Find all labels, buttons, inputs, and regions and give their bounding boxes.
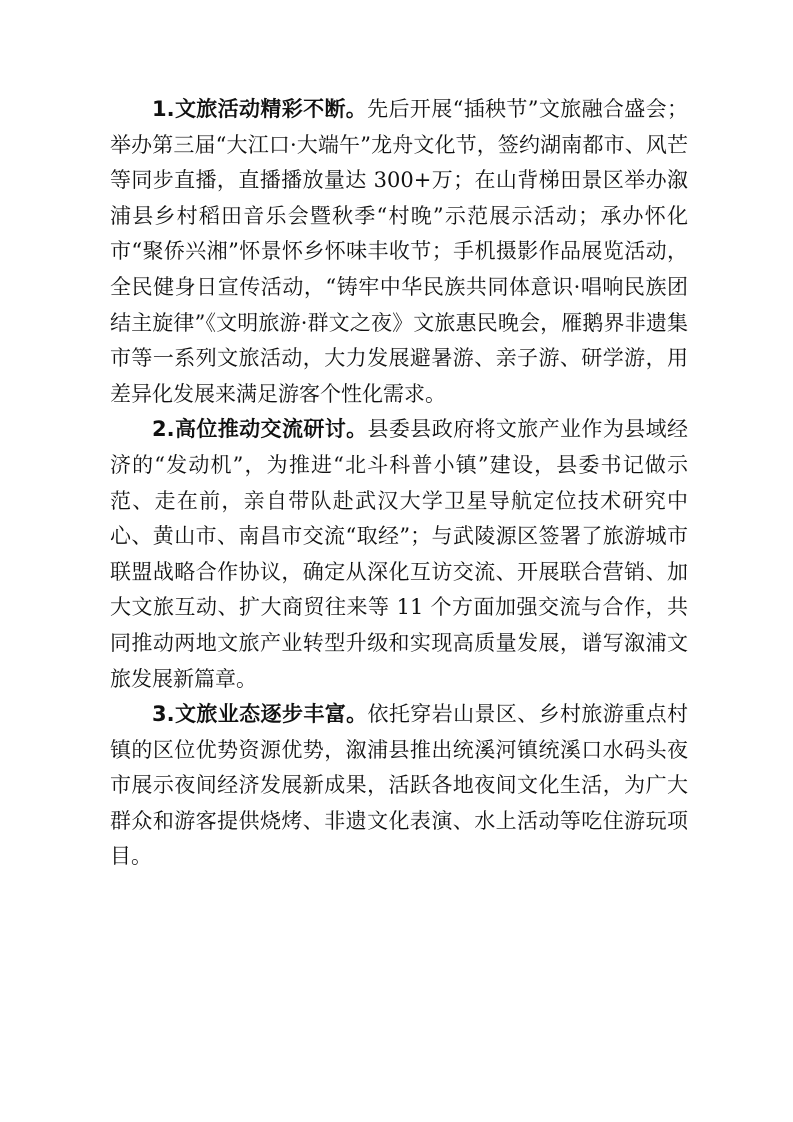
paragraph-culture-tourism-activities: [110, 92, 688, 412]
paragraph-text: 依托穿岩山景区、乡村旅游重点村镇的区位优势资源优势，溆浦县推出统溪河镇统溪口水码头夜市展示夜间经济发展新成果，活跃各地夜间文化生活，为广大群众和游客提供烧烤、非遗文化表演、水上活动等吃住游玩项目。: [110, 702, 689, 869]
paragraph-text: 县委县政府将文旅产业作为县域经济的“发动机”，为推进“北斗科普小镇”建设，县委书记做示范、走在前，亲自带队赴武汉大学卫星导航定位技术研究中心、黄山市、南昌市交流“取经”；与武陵源区签署了旅游城市联盟战略合作协议，确定从深化互访交流、开展联合营销、加大文旅互动、扩大商贸往来等 11 个方面加强交流与合作，共同推动两地文旅产业转型升级和实现高质量发展，谱写溆浦文旅发展新篇章。: [110, 417, 689, 691]
document-body: [110, 92, 688, 875]
paragraph-text: 先后开展“插秧节”文旅融合盛会；举办第三届“大江口·大端午”龙舟文化节，签约湖南都市、风芒等同步直播，直播播放量达 300+万；在山背梯田景区举办溆浦县乡村稻田音乐会暨秋季“村晚”示范展示活动；承办怀化市“聚侨兴湘”怀景怀乡怀味丰收节；手机摄影作品展览活动，全民健身日宣传活动，“铸牢中华民族共同体意识·唱响民族团结主旋律”《文明旅游·群文之夜》文旅惠民晚会，雁鹅界非遗集市等一系列文旅活动，大力发展避暑游、亲子游、研学游，用差异化发展来满足游客个性化需求。: [110, 97, 688, 406]
paragraph-high-level-exchange: [110, 412, 688, 697]
paragraph-heading: 1.文旅活动精彩不断。: [152, 97, 368, 121]
paragraph-heading: 3.文旅业态逐步丰富。: [152, 702, 368, 727]
paragraph-heading: 2.高位推动交流研讨。: [152, 417, 368, 442]
paragraph-business-formats: [110, 697, 688, 875]
